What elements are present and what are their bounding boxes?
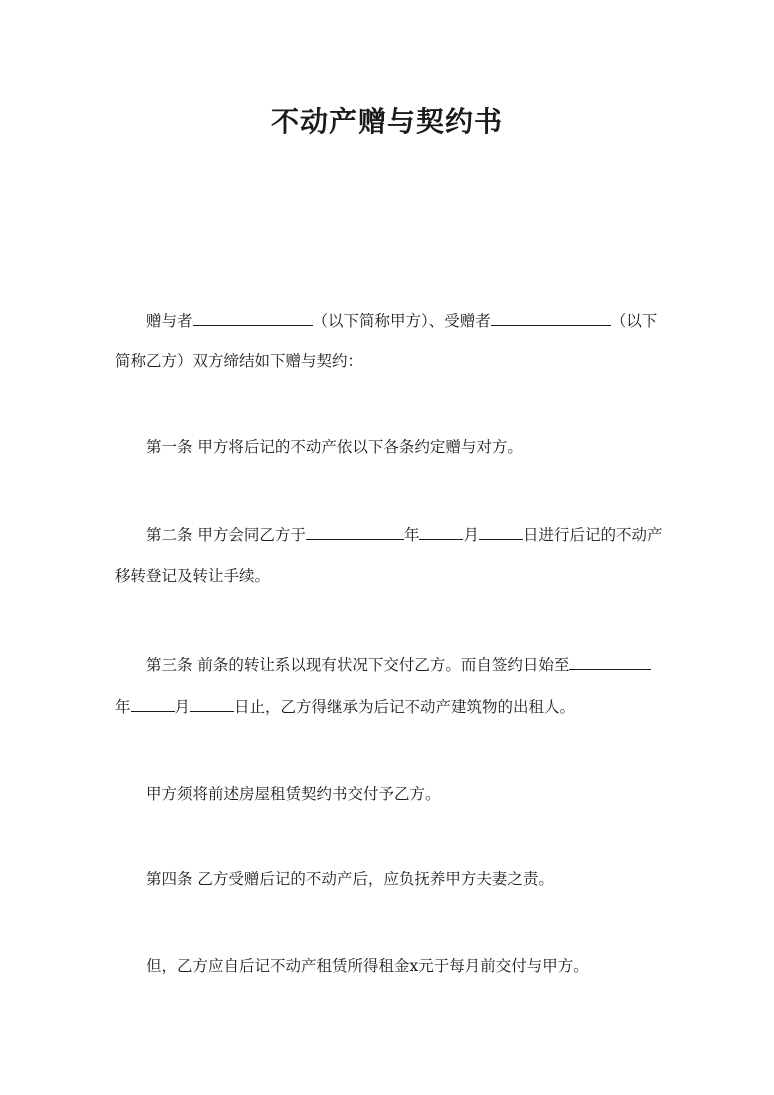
- article-2-month-blank: [419, 522, 463, 540]
- article-3-month-blank: [131, 694, 175, 712]
- article-3-month-label: 月: [174, 698, 191, 716]
- intro-line-2: 简称乙方）双方缔结如下赠与契约：: [115, 352, 364, 370]
- intro-line-1: [146, 308, 706, 332]
- article-1: 第一条 甲方将后记的不动产依以下各条约定赠与对方。: [146, 438, 523, 456]
- article-3-suffix: 日止，乙方得继承为后记不动产建筑物的出租人。: [234, 698, 576, 716]
- article-4: 第四条 乙方受赠后记的不动产后，应负抚养甲方夫妻之责。: [146, 870, 554, 888]
- article-3-day-blank: [190, 694, 234, 712]
- article-3-year-label: 年: [115, 698, 131, 716]
- article-3-line-2: [115, 694, 675, 718]
- donee-suffix: （以下: [610, 312, 658, 330]
- article-2-year-label: 年: [403, 526, 420, 544]
- rent-paragraph: 但，乙方应自后记不动产租赁所得租金x元于每月前交付与甲方。: [146, 957, 589, 975]
- article-2-year-blank: [306, 522, 404, 540]
- document-title: 不动产赠与契约书: [270, 105, 503, 138]
- article-2-month-label: 月: [463, 526, 479, 544]
- article-2-line-2: 移转登记及转让手续。: [115, 567, 271, 585]
- article-2-day-blank: [479, 522, 523, 540]
- article-2-line-1: [146, 522, 706, 546]
- lease-paragraph: 甲方须将前述房屋租赁契约书交付予乙方。: [146, 785, 441, 803]
- article-2-prefix: 第二条 甲方会同乙方于: [146, 526, 306, 544]
- donor-blank: [193, 308, 313, 326]
- article-2-day-suffix: 日进行后记的不动产: [522, 526, 663, 544]
- article-3-year-blank: [569, 652, 651, 670]
- article-3-prefix: 第三条 前条的转让系以现有状况下交付乙方。而自签约日始至: [146, 656, 570, 674]
- donee-blank: [491, 308, 611, 326]
- donor-label: 赠与者: [146, 312, 193, 330]
- article-3-line-1: [146, 652, 706, 676]
- donor-suffix: （以下简称甲方）、受赠者: [312, 312, 491, 330]
